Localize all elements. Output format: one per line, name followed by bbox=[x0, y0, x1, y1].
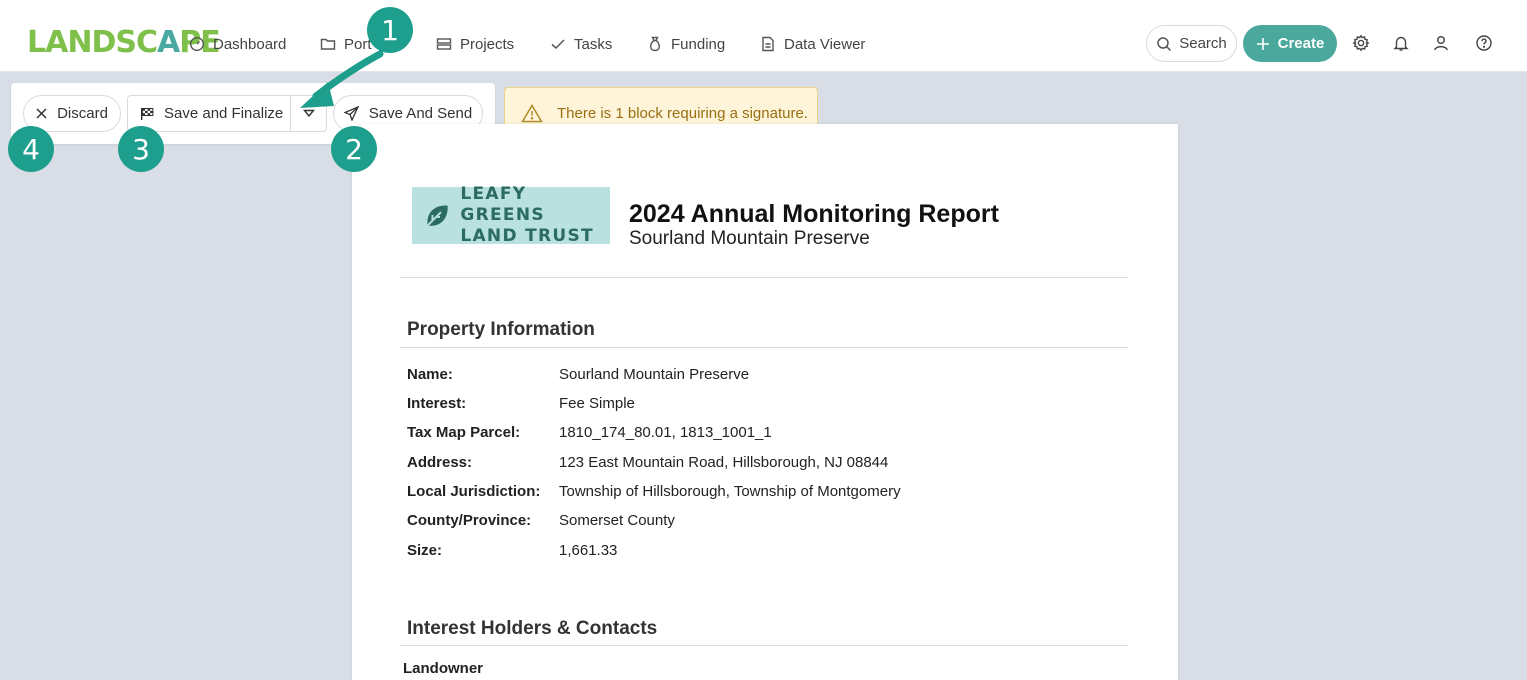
gear-icon bbox=[1352, 34, 1370, 52]
nav-portfolio-label: Port bbox=[344, 35, 372, 53]
nav-tasks[interactable] bbox=[550, 33, 612, 55]
logo-text-part3: PE bbox=[179, 25, 220, 60]
callout-3: 3 bbox=[118, 126, 164, 172]
projects-icon bbox=[436, 36, 452, 52]
search-button[interactable] bbox=[1146, 25, 1237, 62]
property-label-name: Name: bbox=[407, 366, 453, 383]
top-nav-bar bbox=[0, 0, 1527, 72]
save-and-send-label: Save And Send bbox=[368, 105, 473, 122]
callout-4: 4 bbox=[8, 126, 54, 172]
create-label: Create bbox=[1277, 35, 1325, 52]
property-value-tax-map-parcel: 1810_174_80.01, 1813_1001_1 bbox=[559, 424, 772, 441]
save-finalize-label: Save and Finalize bbox=[164, 105, 284, 122]
property-value-address: 123 East Mountain Road, Hillsborough, NJ 08844 bbox=[559, 454, 889, 471]
property-section-divider bbox=[400, 347, 1128, 348]
close-icon bbox=[36, 108, 47, 119]
plus-icon bbox=[1256, 37, 1270, 51]
header-divider bbox=[400, 277, 1128, 278]
org-name bbox=[460, 184, 610, 247]
org-name-line1: LEAFY GREENS bbox=[460, 184, 545, 225]
save-finalize-button[interactable] bbox=[128, 96, 290, 131]
property-label-address: Address: bbox=[407, 454, 473, 471]
help-icon bbox=[1475, 34, 1493, 52]
property-label-jurisdiction: Local Jurisdiction: bbox=[407, 483, 541, 500]
bell-icon bbox=[1392, 34, 1410, 52]
org-name-line2: LAND TRUST bbox=[460, 226, 594, 246]
check-icon bbox=[550, 36, 566, 52]
nav-tasks-label: Tasks bbox=[574, 35, 613, 53]
property-label-interest: Interest: bbox=[407, 395, 467, 412]
gauge-icon bbox=[189, 36, 205, 52]
report-title: 2024 Annual Monitoring Report bbox=[629, 200, 999, 228]
property-value-interest: Fee Simple bbox=[559, 395, 635, 412]
document-icon bbox=[760, 36, 776, 52]
holders-section-divider bbox=[400, 645, 1128, 646]
nav-dashboard-label: Dashboard bbox=[213, 35, 287, 53]
nav-data-viewer[interactable] bbox=[760, 33, 865, 55]
landowner-heading: Landowner bbox=[403, 660, 484, 677]
property-section-title: Property Information bbox=[407, 319, 595, 340]
nav-data-viewer-label: Data Viewer bbox=[784, 35, 866, 53]
money-bag-icon bbox=[647, 36, 663, 52]
property-value-jurisdiction: Township of Hillsborough, Township of Montgomery bbox=[559, 483, 901, 500]
notifications-button[interactable] bbox=[1391, 33, 1411, 53]
user-icon bbox=[1432, 34, 1450, 52]
settings-button[interactable] bbox=[1351, 33, 1371, 53]
org-logo bbox=[412, 184, 610, 246]
discard-label: Discard bbox=[57, 105, 108, 122]
nav-funding[interactable] bbox=[647, 33, 725, 55]
property-label-tax-map-parcel: Tax Map Parcel: bbox=[407, 424, 521, 441]
profile-button[interactable] bbox=[1431, 33, 1451, 53]
property-label-county: County/Province: bbox=[407, 512, 532, 529]
nav-projects[interactable] bbox=[436, 33, 514, 55]
callout-2: 2 bbox=[331, 126, 377, 172]
property-value-county: Somerset County bbox=[559, 512, 675, 529]
report-document bbox=[352, 124, 1178, 680]
callout-1: 1 bbox=[367, 7, 413, 53]
alert-message: There is 1 block requiring a signature. bbox=[557, 105, 808, 122]
property-label-size: Size: bbox=[407, 542, 443, 559]
logo-text-part1: LANDSC bbox=[27, 25, 157, 60]
property-value-name: Sourland Mountain Preserve bbox=[559, 366, 750, 383]
warning-icon bbox=[521, 104, 543, 123]
property-value-size: 1,661.33 bbox=[559, 542, 618, 559]
search-label: Search bbox=[1179, 35, 1227, 52]
search-icon bbox=[1156, 36, 1172, 52]
nav-projects-label: Projects bbox=[460, 35, 515, 53]
nav-funding-label: Funding bbox=[671, 35, 726, 53]
leaf-icon bbox=[422, 200, 452, 232]
report-subtitle: Sourland Mountain Preserve bbox=[629, 228, 870, 249]
logo-text-part2: A bbox=[156, 25, 180, 60]
create-button[interactable] bbox=[1243, 25, 1337, 62]
checkered-flag-icon bbox=[140, 107, 154, 121]
nav-dashboard[interactable] bbox=[189, 33, 286, 55]
holders-section-title: Interest Holders & Contacts bbox=[407, 618, 658, 639]
help-button[interactable] bbox=[1474, 33, 1494, 53]
